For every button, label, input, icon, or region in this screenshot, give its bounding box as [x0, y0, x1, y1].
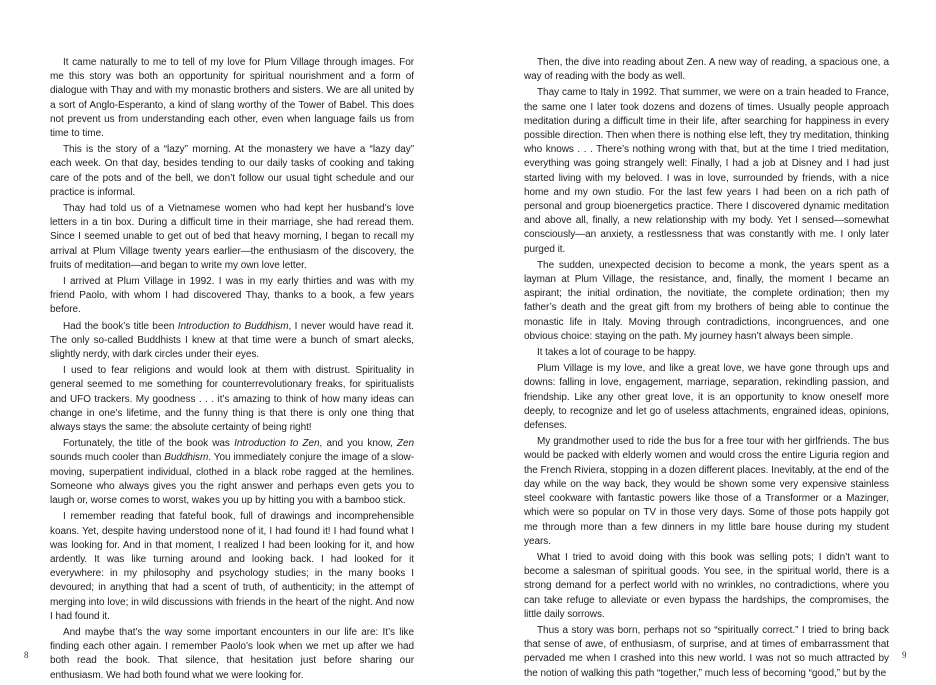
paragraph: The sudden, unexpected decision to become a monk, the years spent as a layman at Plum Village, the resistance, and, finally, the moment I became an aspirant; the initial ordination, the novitiate, the complete ordination; then my father’s death and the great gift from my brothers of being able to continue the monastic life in Italy. Moving through contradictions, incongruences, and one obvious choice: staying on the path. My journey hasn’t always been simple.	[524, 259, 889, 342]
right-page	[524, 56, 889, 683]
paragraph: What I tried to avoid doing with this book was selling pots; I didn’t want to become a salesman of spiritual goods. You see, in the spiritual world, there is a strong demand for a perfect world with no wrinkles, no contradictions, where you can take refuge to alleviate or even bypass the hardships, the compromises, the little daily sorrows.	[524, 551, 889, 620]
paragraph: Plum Village is my love, and like a great love, we have gone through ups and downs: falling in love, engagement, marriage, separation, rekindling passion, and friendship. Like any other great love, it is an opportunity to know oneself more deeply, to recognize and let go of useless attachments, engrained ideas, opinions, defenses.	[524, 363, 889, 432]
paragraph: And maybe that’s the way some important encounters in our life are: It’s like finding each other again. I remember Paolo’s look when we met up after we had both read the book. That silence, that hesitation just before sharing our enthusiasm. We had both found what we were looking for.	[50, 626, 414, 681]
paragraph: Then, the dive into reading about Zen. A new way of reading, a spacious one, a way of reading with the body as well.	[524, 57, 889, 83]
paragraph: It takes a lot of courage to be happy.	[537, 347, 697, 359]
paragraph: I arrived at Plum Village in 1992. I was in my early thirties and was with my friend Paolo, with whom I had discovered Thay, thanks to a book, a few years before.	[50, 276, 414, 316]
paragraph: Had the book’s title been Introduction to Buddhism, I never would have read it. The only so-called Buddhists I knew at that time were a bunch of smart alecks, slightly nerdy, with dark circles under their eyes.	[50, 320, 415, 361]
paragraph: Thay came to Italy in 1992. That summer, we were on a train headed to France, the same one I later took dozens and dozens of times. Usually people approach meditation during a difficult time in their life, after searching for happiness in every possible direction. Then when there is nothing else left, they try meditation, thinking who knows . . . There’s nothing wrong with that, but at the time I tried meditation, everything was going strangely well: Finally, I had a job at Disney and I had just started living with my beloved. I was in love, surrounded by friends, with a nice home and my own studio. For the last few years I had been on a rich path of personal and group bioenergetics practice. There I discovered dynamic meditation and above all, finally, a new relationship with my body. Yet I sensed—somewhat consciously—an anxiety, a restlessness that was constantly with me. I only later purged it.	[524, 87, 889, 255]
paragraph: Thus a story was born, perhaps not so “spiritually correct.” I tried to bring back that sense of awe, of enthusiasm, of surprise, and at times of embarrassment that pervaded me when I crashed into this new world. I was not so much attracted by the notion of walking this path “together,” much less of becoming “good,” but by the	[524, 624, 889, 679]
paragraph: My grandmother used to ride the bus for a free tour with her girlfriends. The bus would be packed with elderly women and would cross the entire Liguria region and the French Riviera, stopping in a dozen different places. Inevitably, at the end of the day while on the way back, they would be shown some very expensive stainless steel cookware with fantastic powers like those of a Transformer or a Mazinger, which were so popular on TV in those very days. Some of those pots happily got me through more than a few dinners in my little bare house during my student years.	[524, 436, 889, 547]
paragraph: I remember reading that fateful book, full of drawings and incomprehensible koans. Yet, despite having understood none of it, I had found it! I had found what I was looking for. And in that moment, I realized I had been looking for it, and how ardently. It was like turning around and looking back. I had looked for it everywhere: in my philosophy and psychology studies; in the many books I devoured; in anything that had a scent of truth, of authenticity; in the attempt of merging into love; in wild discussions with friends in the heart of the night. And now I had found it.	[50, 511, 414, 622]
page-number-left: 8	[24, 650, 29, 660]
paragraph: This is the story of a “lazy” morning. At the monastery we have a “lazy day” each week. On that day, besides tending to our daily tasks of cooking and taking care of the pots and of the bell, we don’t follow our usual tight schedule and our practice is informal.	[50, 144, 414, 198]
paragraph: It came naturally to me to tell of my love for Plum Village through images. For me this story was both an opportunity for spiritual nourishment and a form of dialogue with Thay and with my monastic brothers and sisters. We are all united by a sort of Anglo-Esperanto, a kind of slang worthy of the Tower of Babel. This does not prevent us from understanding each other, even when language fails us from time to time.	[50, 57, 414, 140]
left-page	[50, 56, 414, 685]
paragraph: Thay had told us of a Vietnamese women who had kept her husband’s love letters in a tin box. During a difficult time in their marriage, she had reread them. Since I seemed unable to get out of bed that heavy morning, I began to recall my arrival at Plum Village twenty years earlier—the enthusiasm of the discovery, the fruits of meditation—and began to write my own love letter.	[50, 203, 414, 271]
paragraph: Fortunately, the title of the book was Introduction to Zen, and you know, Zen sounds much cooler than Buddhism. You immediately conjure the image of a slow-moving, superpatient individual, clothed in a black robe ragged at the hemlines. Someone who always gives you the right answer and perhaps even gets you to laugh or, worse comes to worst, wakes you up by hitting you with a bamboo stick.	[50, 438, 415, 507]
paragraph: I used to fear religions and would look at them with distrust. Spirituality in general seemed to me something for counterrevolutionary freaks, for spiritualists and UFO trackers. My goodness . . . it’s amazing to think of how many ideas can change in one’s lifetime, and the funny thing is that there is only one thing that always stays the same: the absolute certainty of being right!	[50, 365, 414, 434]
page-number-right: 9	[902, 650, 907, 660]
